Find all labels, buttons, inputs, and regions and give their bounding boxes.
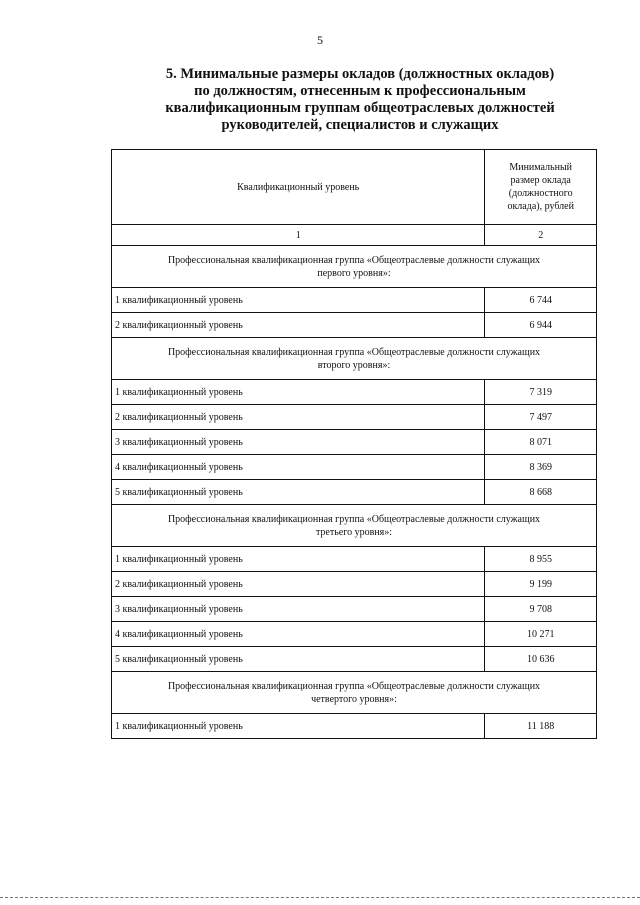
qualification-level-cell: 4 квалификационный уровень <box>112 455 485 480</box>
header-minimum-salary <box>485 150 597 225</box>
title-line: квалификационным группам общеотраслевых должностей <box>165 100 555 116</box>
title-line: 5. Минимальные размеры окладов (должностных окладов) <box>165 66 555 82</box>
document-title <box>120 66 600 134</box>
salary-cell: 7 497 <box>485 405 597 430</box>
page-number: 5 <box>317 33 323 47</box>
header-line: оклада), рублей <box>507 201 574 212</box>
group-header-row <box>112 246 597 288</box>
group-title <box>112 338 597 380</box>
table-row <box>112 597 597 622</box>
group-header-row <box>112 672 597 714</box>
qualification-level-cell: 3 квалификационный уровень <box>112 597 485 622</box>
salary-table <box>111 149 597 739</box>
header-qualification-level: Квалификационный уровень <box>112 150 485 225</box>
qualification-level-cell: 1 квалификационный уровень <box>112 547 485 572</box>
table-row <box>112 313 597 338</box>
table-row <box>112 714 597 739</box>
qualification-level-cell: 1 квалификационный уровень <box>112 380 485 405</box>
table-row <box>112 480 597 505</box>
qualification-level-cell: 1 квалификационный уровень <box>112 714 485 739</box>
header-line: (должностного <box>508 188 573 199</box>
qualification-level-cell: 1 квалификационный уровень <box>112 288 485 313</box>
group-title-line: третьего уровня»: <box>315 526 393 538</box>
group-header-row <box>112 338 597 380</box>
group-title-line: Профессиональная квалификационная группа «Общеотраслевые должности служащих <box>167 680 541 692</box>
qualification-level-cell: 4 квалификационный уровень <box>112 622 485 647</box>
qualification-level-cell: 3 квалификационный уровень <box>112 430 485 455</box>
group-title <box>112 672 597 714</box>
table-row <box>112 430 597 455</box>
group-title <box>112 246 597 288</box>
table-row <box>112 405 597 430</box>
salary-cell: 10 271 <box>485 622 597 647</box>
scan-edge-line <box>0 897 640 898</box>
title-line: руководителей, специалистов и служащих <box>221 117 499 133</box>
table-row <box>112 288 597 313</box>
table-row <box>112 455 597 480</box>
salary-cell: 10 636 <box>485 647 597 672</box>
qualification-level-cell: 5 квалификационный уровень <box>112 647 485 672</box>
salary-cell: 7 319 <box>485 380 597 405</box>
salary-cell: 8 071 <box>485 430 597 455</box>
salary-cell: 9 199 <box>485 572 597 597</box>
group-title-line: Профессиональная квалификационная группа «Общеотраслевые должности служащих <box>167 254 541 266</box>
title-line: по должностям, отнесенным к профессиональным <box>194 83 526 99</box>
qualification-level-cell: 5 квалификационный уровень <box>112 480 485 505</box>
column-number-row <box>112 225 597 246</box>
table-row <box>112 622 597 647</box>
column-number: 2 <box>485 225 597 246</box>
header-line: размер оклада <box>510 175 571 186</box>
column-number: 1 <box>112 225 485 246</box>
table-row <box>112 380 597 405</box>
salary-cell: 6 944 <box>485 313 597 338</box>
qualification-level-cell: 2 квалификационный уровень <box>112 313 485 338</box>
header-line: Минимальный <box>509 162 573 173</box>
group-title-line: первого уровня»: <box>317 267 391 279</box>
group-title-line: Профессиональная квалификационная группа «Общеотраслевые должности служащих <box>167 513 541 525</box>
group-title-line: второго уровня»: <box>317 359 391 371</box>
group-title-line: четвертого уровня»: <box>311 693 397 705</box>
salary-cell: 8 668 <box>485 480 597 505</box>
group-title-line: Профессиональная квалификационная группа «Общеотраслевые должности служащих <box>167 346 541 358</box>
salary-cell: 6 744 <box>485 288 597 313</box>
salary-cell: 8 369 <box>485 455 597 480</box>
qualification-level-cell: 2 квалификационный уровень <box>112 572 485 597</box>
group-header-row <box>112 505 597 547</box>
table-row <box>112 547 597 572</box>
table-row <box>112 572 597 597</box>
table-row <box>112 647 597 672</box>
qualification-level-cell: 2 квалификационный уровень <box>112 405 485 430</box>
salary-cell: 11 188 <box>485 714 597 739</box>
table-header-row <box>112 150 597 225</box>
salary-cell: 8 955 <box>485 547 597 572</box>
salary-cell: 9 708 <box>485 597 597 622</box>
group-title <box>112 505 597 547</box>
